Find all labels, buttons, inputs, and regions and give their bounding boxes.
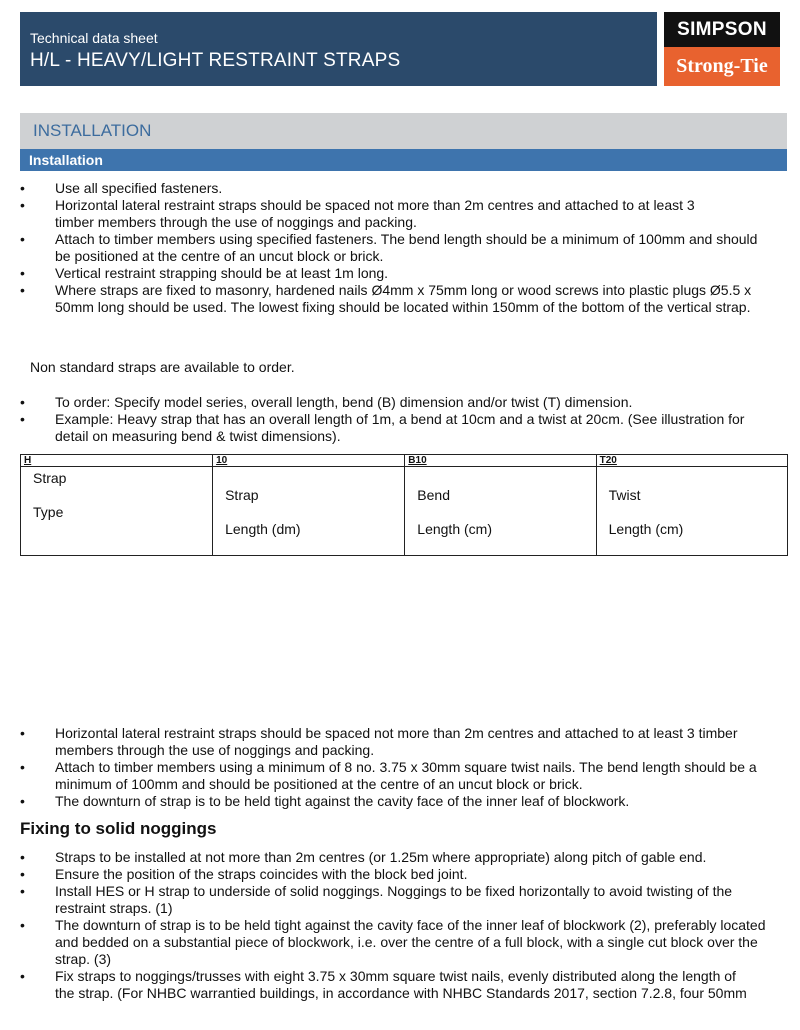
subsection-title: Installation — [29, 152, 103, 168]
strap-code-table — [20, 454, 788, 556]
list-item-line: Example: Heavy strap that has an overall length of 1m, a bend at 10cm and a twist at 20cm. (See illustration for — [55, 411, 745, 427]
ordering-bullet-list — [20, 394, 744, 445]
list-item-line: Where straps are fixed to masonry, hardened nails Ø4mm x 75mm long or wood screws into plastic plugs Ø5.5 x — [55, 282, 752, 298]
list-item-line: the strap. (For NHBC warrantied buildings, in accordance with NHBC Standards 2017, section 7.2.8, four 50mm — [55, 985, 747, 1001]
table-code-cell: 10 — [213, 455, 405, 467]
list-item-line: members through the use of noggings and packing. — [55, 742, 375, 758]
list-item-line: Horizontal lateral restraint straps should be spaced not more than 2m centres and attached to at least 3 timber — [55, 725, 738, 741]
list-item — [20, 231, 757, 265]
bullet-icon: • — [20, 180, 25, 196]
table-code-cell: T20 — [596, 455, 787, 467]
list-item-line: Ensure the position of the straps coincides with the block bed joint. — [55, 866, 468, 882]
table-cell-line: Length (cm) — [608, 521, 684, 537]
list-item — [20, 197, 757, 231]
logo-top-text: SIMPSON — [664, 12, 780, 47]
table-cell-line: Strap — [33, 470, 67, 486]
document-type: Technical data sheet — [30, 30, 158, 46]
noggings-bullet-list — [20, 849, 766, 1002]
list-item — [20, 411, 744, 445]
list-item-line: Vertical restraint strapping should be at least 1m long. — [55, 265, 389, 281]
bullet-icon: • — [20, 968, 25, 984]
list-item — [20, 849, 766, 866]
bullet-icon: • — [20, 759, 25, 775]
table-cell — [213, 467, 405, 556]
list-item-line: Straps to be installed at not more than 2m centres (or 1.25m where appropriate) along pitch of gable end. — [55, 849, 707, 865]
list-item-line: 50mm long should be used. The lowest fixing should be located within 150mm of the bottom of the vertical strap. — [55, 299, 751, 315]
list-item — [20, 282, 757, 316]
list-item-line: Fix straps to noggings/trusses with eight 3.75 x 30mm square twist nails, evenly distributed along the length of — [55, 968, 736, 984]
list-item — [20, 725, 757, 759]
list-item — [20, 917, 766, 968]
table-cell-line: Length (dm) — [225, 521, 301, 537]
nonstandard-note: Non standard straps are available to order. — [30, 359, 295, 375]
simpson-strong-tie-logo — [664, 12, 780, 86]
list-item-line: Attach to timber members using specified fasteners. The bend length should be a minimum of 100mm and should — [55, 231, 758, 247]
list-item-line: and bedded on a substantial piece of blockwork, i.e. over the centre of a full block, with a single cut block over the — [55, 934, 758, 950]
bullet-icon: • — [20, 411, 25, 427]
section-title: INSTALLATION — [33, 121, 152, 140]
list-item-line: The downturn of strap is to be held tight against the cavity face of the inner leaf of blockwork (2), preferably located — [55, 917, 766, 933]
subsection-bar — [20, 149, 787, 171]
bullet-icon: • — [20, 394, 25, 410]
bullet-icon: • — [20, 282, 25, 298]
list-item-line: detail on measuring bend & twist dimensions). — [55, 428, 341, 444]
table-cell-line: Bend — [417, 487, 450, 503]
bullet-icon: • — [20, 265, 25, 281]
table-cell-line: Twist — [608, 487, 641, 503]
table-cell — [21, 467, 213, 556]
list-item-line: strap. (3) — [55, 951, 112, 967]
list-item — [20, 793, 757, 810]
table-cell-line: Length (cm) — [417, 521, 492, 537]
list-item-line: The downturn of strap is to be held tight against the cavity face of the inner leaf of blockwork. — [55, 793, 630, 809]
bullet-icon: • — [20, 231, 25, 247]
list-item-line: be positioned at the centre of an uncut block or brick. — [55, 248, 384, 264]
bullet-icon: • — [20, 725, 25, 741]
table-cell — [405, 467, 596, 556]
list-item-line: Use all specified fasteners. — [55, 180, 223, 196]
logo-bottom-text: Strong-Tie — [664, 47, 780, 86]
list-item — [20, 968, 766, 1002]
restraint-bullet-list — [20, 725, 757, 810]
table-code-cell: H — [21, 455, 213, 467]
bullet-icon: • — [20, 849, 25, 865]
list-item-line: Install HES or H strap to underside of solid noggings. Noggings to be fixed horizontally to avoid twisting of the — [55, 883, 733, 899]
bullet-icon: • — [20, 197, 25, 213]
table-code-cell: B10 — [405, 455, 596, 467]
page-title: H/L - HEAVY/LIGHT RESTRAINT STRAPS — [30, 50, 401, 71]
list-item-line: restraint straps. (1) — [55, 900, 173, 916]
list-item-line: timber members through the use of noggings and packing. — [55, 214, 417, 230]
list-item — [20, 265, 757, 282]
header-banner — [20, 12, 657, 86]
list-item-line: To order: Specify model series, overall length, bend (B) dimension and/or twist (T) dimension. — [55, 394, 633, 410]
list-item-line: Attach to timber members using a minimum of 8 no. 3.75 x 30mm square twist nails. The bend length should be a — [55, 759, 757, 775]
bullet-icon: • — [20, 793, 25, 809]
list-item — [20, 866, 766, 883]
list-item — [20, 759, 757, 793]
list-item — [20, 394, 744, 411]
list-item-line: minimum of 100mm and should be positioned at the centre of an uncut block or brick. — [55, 776, 583, 792]
list-item — [20, 180, 757, 197]
bullet-icon: • — [20, 883, 25, 899]
table-cell-line: Strap — [225, 487, 259, 503]
installation-bullet-list — [20, 180, 757, 316]
section-title-bar — [20, 113, 787, 149]
list-item-line: Horizontal lateral restraint straps should be spaced not more than 2m centres and attached to at least 3 — [55, 197, 695, 213]
bullet-icon: • — [20, 866, 25, 882]
table-cell — [596, 467, 787, 556]
bullet-icon: • — [20, 917, 25, 933]
section-heading: Fixing to solid noggings — [20, 819, 217, 838]
list-item — [20, 883, 766, 917]
table-cell-line: Type — [33, 504, 64, 520]
